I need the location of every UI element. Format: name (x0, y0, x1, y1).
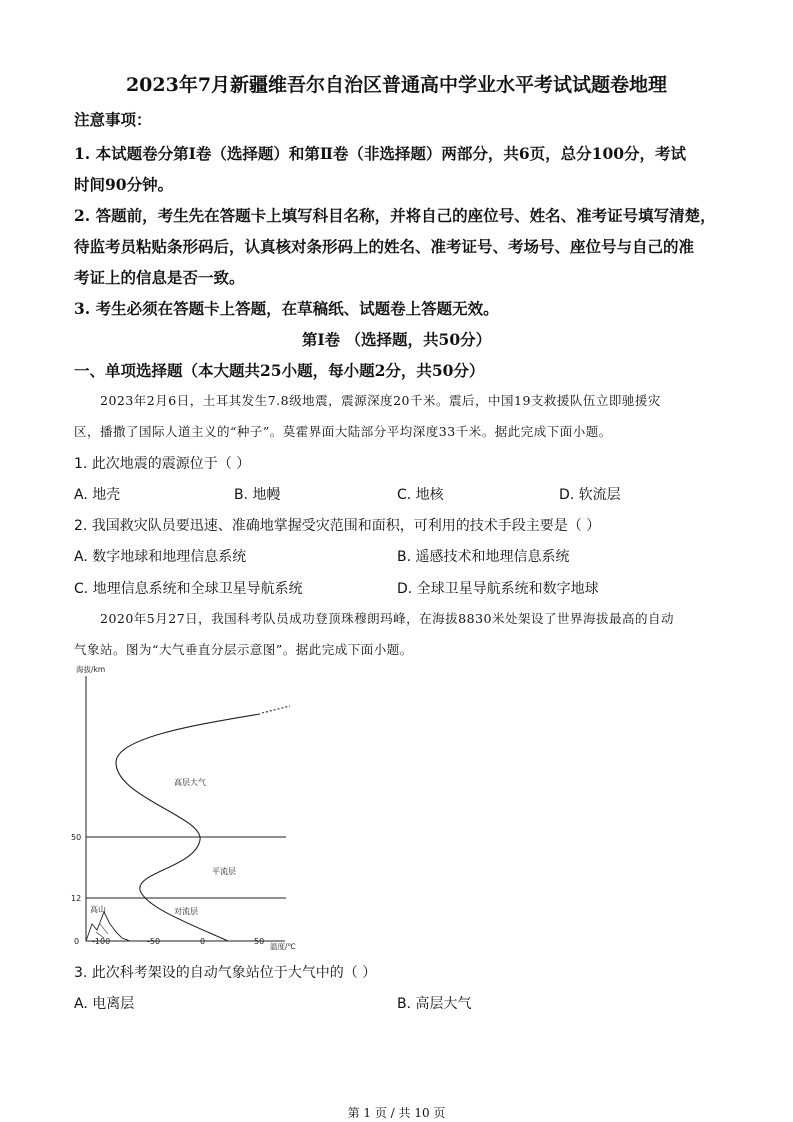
notice-item-3: 3. 考生必须在答题卡上答题，在草稿纸、试题卷上答题无效。 (74, 299, 499, 318)
q1-option-d: D. 软流层 (559, 487, 621, 503)
section1-title: 一、单项选择题（本大题共25小题，每小题2分，共50分） (74, 361, 485, 380)
layer-upper-atmosphere-label: 高层大气 (174, 778, 206, 787)
passage1-line1: 2023年2月6日，土耳其发生7.8级地震，震源深度20千米。震后，中国19支救援队伍立即驰援灾 (100, 393, 661, 408)
atmosphere-diagram (70, 662, 310, 954)
q2-option-b: B. 遥感技术和地理信息系统 (397, 549, 570, 565)
x-axis-label: 温度/℃ (270, 942, 296, 951)
q1-stem: 1. 此次地震的震源位于（ ） (74, 456, 251, 472)
layer-troposphere-label: 对流层 (174, 907, 198, 916)
passage2-line1: 2020年5月27日，我国科考队员成功登顶珠穆朗玛峰，在海拔8830米处架设了世界海拔最高的自动 (100, 611, 674, 626)
y-tick-0: 0 (74, 937, 80, 946)
q1-option-c: C. 地核 (397, 487, 444, 503)
part1-title: 第Ⅰ卷 （选择题，共50分） (301, 330, 492, 349)
q2-option-a: A. 数字地球和地理信息系统 (74, 549, 247, 565)
q1-option-b: B. 地幔 (234, 487, 281, 503)
q2-option-c: C. 地理信息系统和全球卫星导航系统 (74, 581, 303, 597)
layer-stratosphere-label: 平流层 (212, 867, 236, 876)
y-axis-label: 海拔/km (76, 665, 106, 674)
notice-heading: 注意事项： (74, 110, 152, 129)
q2-option-d: D. 全球卫星导航系统和数字地球 (397, 581, 599, 597)
x-tick--50: -50 (147, 937, 161, 946)
notice-item-2-cont2: 考证上的信息是否一致。 (74, 268, 245, 287)
x-tick-50: 50 (254, 937, 265, 946)
x-tick--100: -100 (92, 937, 111, 946)
notice-item-1-cont: 时间90分钟。 (74, 175, 174, 194)
q1-option-a: A. 地壳 (74, 487, 121, 503)
temperature-curve-dashed (262, 706, 290, 713)
q2-stem: 2. 我国救灾队员要迅速、准确地掌握受灾范围和面积，可利用的技术手段主要是（ ） (74, 518, 601, 534)
y-tick-50: 50 (71, 833, 82, 842)
page-title: 2023年7月新疆维吾尔自治区普通高中学业水平考试试题卷地理 (125, 74, 668, 96)
passage2-line2: 气象站。图为“大气垂直分层示意图”。据此完成下面小题。 (74, 642, 413, 657)
q3-option-a: A. 电离层 (74, 996, 135, 1012)
passage1-line2: 区，播撒了国际人道主义的“种子”。莫霍界面大陆部分平均深度33千米。据此完成下面小题。 (74, 424, 612, 439)
q3-stem: 3. 此次科考架设的自动气象站位于大气中的（ ） (74, 965, 377, 981)
x-tick-0: 0 (200, 937, 206, 946)
page-footer: 第 1 页 / 共 10 页 (347, 1106, 446, 1120)
y-tick-12: 12 (71, 894, 82, 903)
mountain-hatching (96, 924, 108, 938)
q3-option-b: B. 高层大气 (397, 996, 472, 1012)
notice-item-2: 2. 答题前，考生先在答题卡上填写科目名称，并将自己的座位号、姓名、准考证号填写清楚， (74, 206, 716, 225)
mountain-label: 高山 (90, 905, 106, 914)
notice-item-1: 1. 本试题卷分第Ⅰ卷（选择题）和第Ⅱ卷（非选择题）两部分，共6页，总分100分，考试 (74, 144, 687, 163)
notice-item-2-cont1: 待监考员粘贴条形码后，认真核对条形码上的姓名、准考证号、考场号、座位号与自己的准 (74, 237, 695, 256)
